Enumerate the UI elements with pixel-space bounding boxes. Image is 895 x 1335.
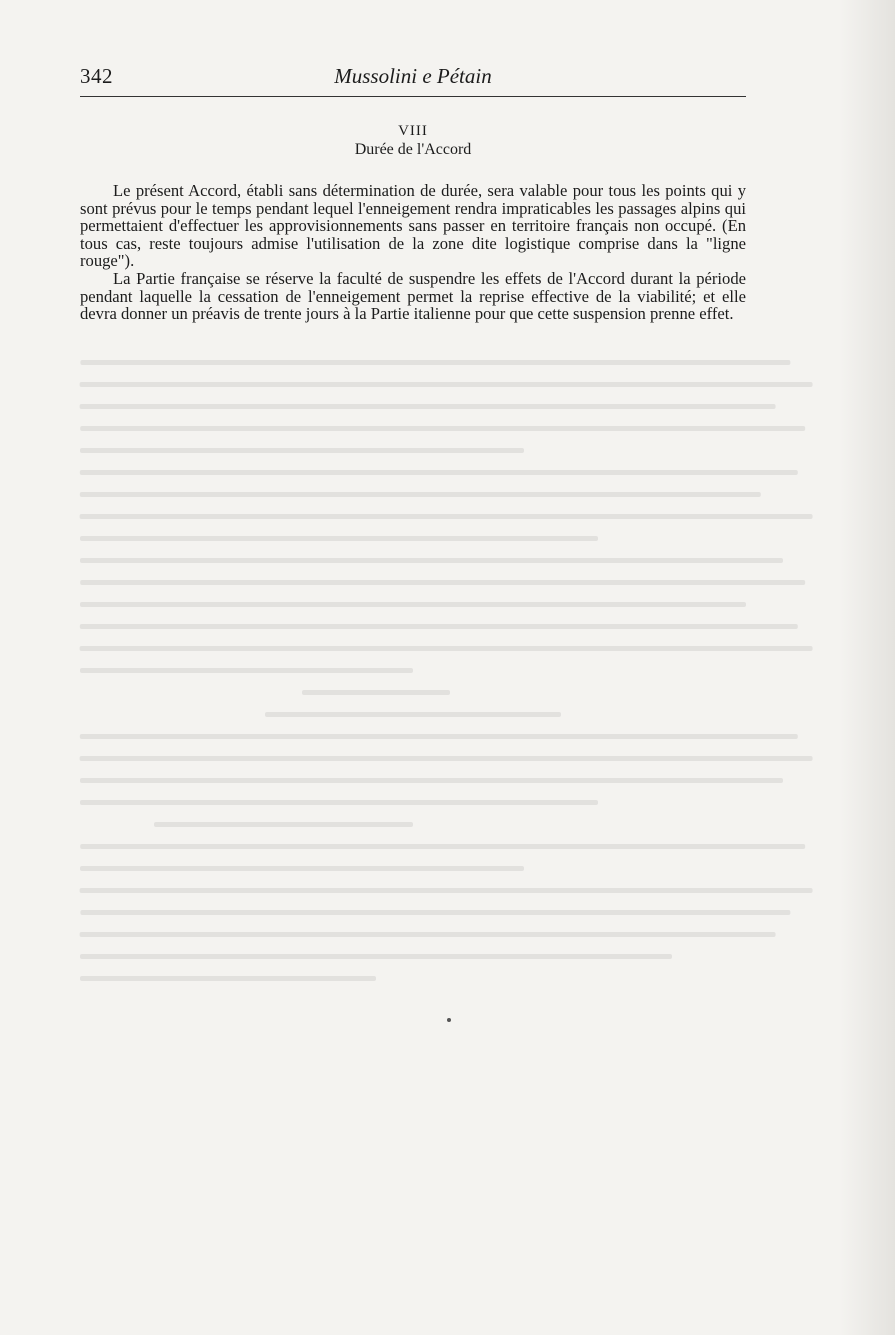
section-number: VIII bbox=[398, 123, 428, 139]
body-text bbox=[80, 182, 746, 323]
page-edge-shadow bbox=[840, 0, 895, 1335]
page-header bbox=[80, 62, 746, 97]
running-title: Mussolini e Pétain bbox=[334, 64, 492, 88]
ink-speck bbox=[447, 1018, 451, 1022]
bleed-through-text bbox=[80, 360, 820, 1240]
section-title: Durée de l'Accord bbox=[354, 141, 472, 158]
paragraph: Le présent Accord, établi sans détermination de durée, sera valable pour tous les points qui y sont prévus pour le temps pendant lequel l'enneigement rendra impraticables les passages alpins qui permettaient d'effectuer les approvisionnements sans passer en territoire français non occupé. (En tous cas, reste toujours admise l'utilisation de la zone dite logistique comprise dans la "ligne rouge"). bbox=[80, 181, 746, 271]
page-number: 342 bbox=[80, 64, 113, 88]
paragraph: La Partie française se réserve la faculté de suspendre les effets de l'Accord durant la période pendant laquelle la cessation de l'enneigement permet la reprise effective de la viabilité; et elle devra donner un préavis de trente jours à la Partie italienne pour que cette suspension prenne effet. bbox=[80, 268, 746, 324]
